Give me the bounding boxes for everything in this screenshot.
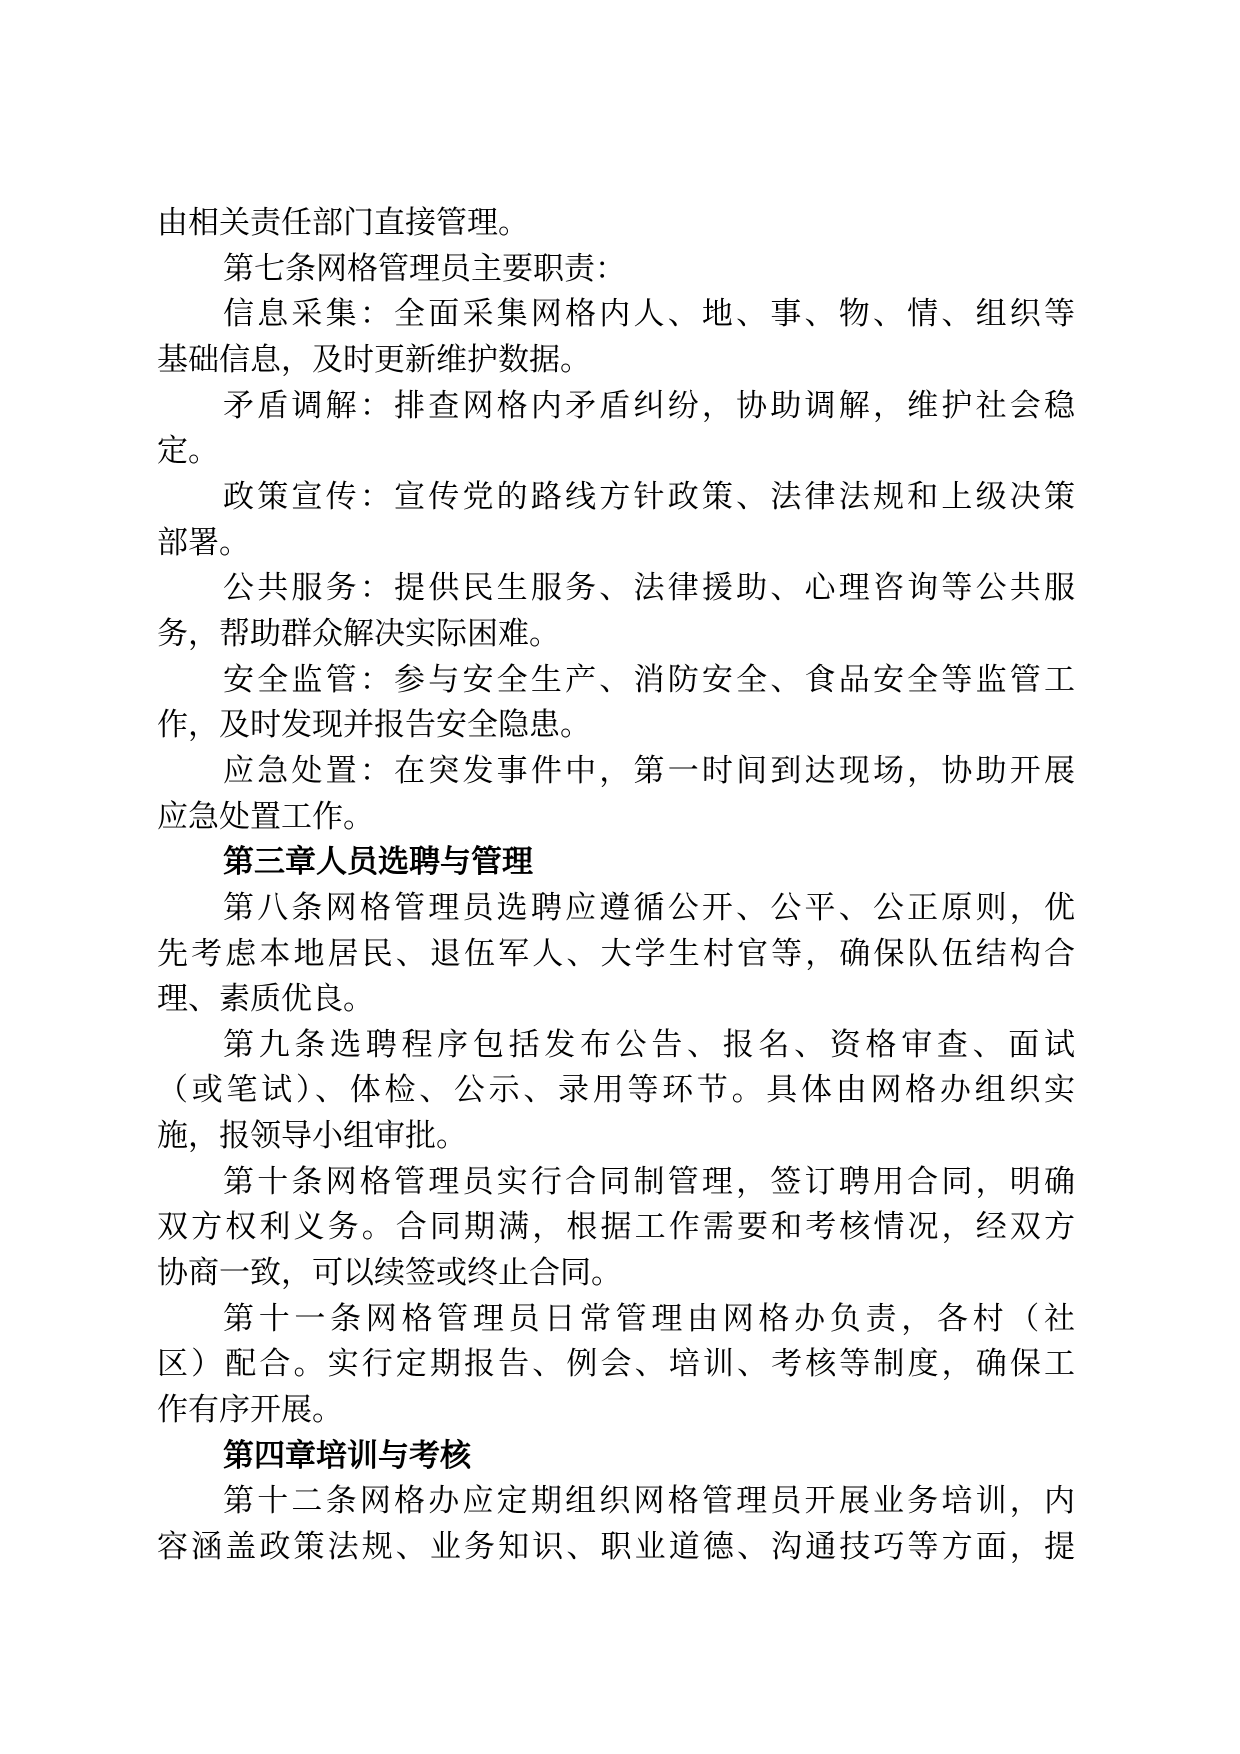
paragraph [157, 658, 1075, 749]
paragraph-line: 应急处置工作。 [157, 798, 374, 835]
paragraph [157, 1297, 1075, 1434]
paragraph-line: 部署。 [157, 524, 250, 561]
paragraph [157, 384, 1075, 475]
paragraph-line: 第八条网格管理员选聘应遵循公开、公平、公正原则，优 [223, 889, 1075, 926]
paragraph [157, 201, 1075, 247]
paragraph-line: 第十一条网格管理员日常管理由网格办负责，各村（社 [223, 1300, 1075, 1337]
section-heading [157, 840, 1075, 886]
paragraph [157, 292, 1075, 383]
paragraph-line: 第九条选聘程序包括发布公告、报名、资格审查、面试 [223, 1026, 1075, 1063]
paragraph-line: 安全监管：参与安全生产、消防安全、食品安全等监管工 [223, 661, 1075, 698]
paragraph [157, 247, 1075, 293]
paragraph-line: 定。 [157, 433, 219, 470]
paragraph [157, 1479, 1075, 1570]
paragraph-line: 信息采集：全面采集网格内人、地、事、物、情、组织等 [223, 296, 1075, 333]
heading-text: 第四章培训与考核 [223, 1437, 471, 1474]
paragraph-line: 基础信息，及时更新维护数据。 [157, 341, 591, 378]
paragraph-line: 理、素质优良。 [157, 981, 374, 1018]
paragraph-line: 务，帮助群众解决实际困难。 [157, 615, 560, 652]
paragraph-line: 第十条网格管理员实行合同制管理，签订聘用合同，明确 [223, 1163, 1075, 1200]
paragraph-line: （或笔试）、体检、公示、录用等环节。具体由网格办组织实 [157, 1072, 1075, 1109]
paragraph [157, 1023, 1075, 1160]
paragraph-line: 容涵盖政策法规、业务知识、职业道德、沟通技巧等方面，提 [157, 1529, 1075, 1566]
paragraph-line: 由相关责任部门直接管理。 [157, 205, 529, 241]
paragraph-line: 作，及时发现并报告安全隐患。 [157, 707, 591, 744]
paragraph-line: 协商一致，可以续签或终止合同。 [157, 1255, 622, 1292]
paragraph-line: 作有序开展。 [157, 1392, 343, 1429]
paragraph-line: 区）配合。实行定期报告、例会、培训、考核等制度，确保工 [157, 1346, 1075, 1383]
paragraph-line: 矛盾调解：排查网格内矛盾纠纷，协助调解，维护社会稳 [223, 387, 1075, 424]
document-page [157, 201, 1075, 1571]
paragraph [157, 475, 1075, 566]
paragraph [157, 1160, 1075, 1297]
paragraph-line: 第十二条网格办应定期组织网格管理员开展业务培训，内 [223, 1483, 1075, 1520]
heading-text: 第三章人员选聘与管理 [223, 844, 533, 881]
paragraph [157, 749, 1075, 840]
section-heading [157, 1434, 1075, 1480]
paragraph-line: 政策宣传：宣传党的路线方针政策、法律法规和上级决策 [223, 478, 1075, 515]
paragraph-line: 公共服务：提供民生服务、法律援助、心理咨询等公共服 [223, 570, 1075, 607]
paragraph [157, 886, 1075, 1023]
paragraph-line: 应急处置：在突发事件中，第一时间到达现场，协助开展 [223, 752, 1075, 789]
paragraph-line: 第七条网格管理员主要职责： [223, 250, 626, 287]
paragraph-line: 先考虑本地居民、退伍军人、大学生村官等，确保队伍结构合 [157, 935, 1075, 972]
paragraph-line: 施，报领导小组审批。 [157, 1118, 467, 1155]
paragraph-line: 双方权利义务。合同期满，根据工作需要和考核情况，经双方 [157, 1209, 1075, 1246]
paragraph [157, 566, 1075, 657]
